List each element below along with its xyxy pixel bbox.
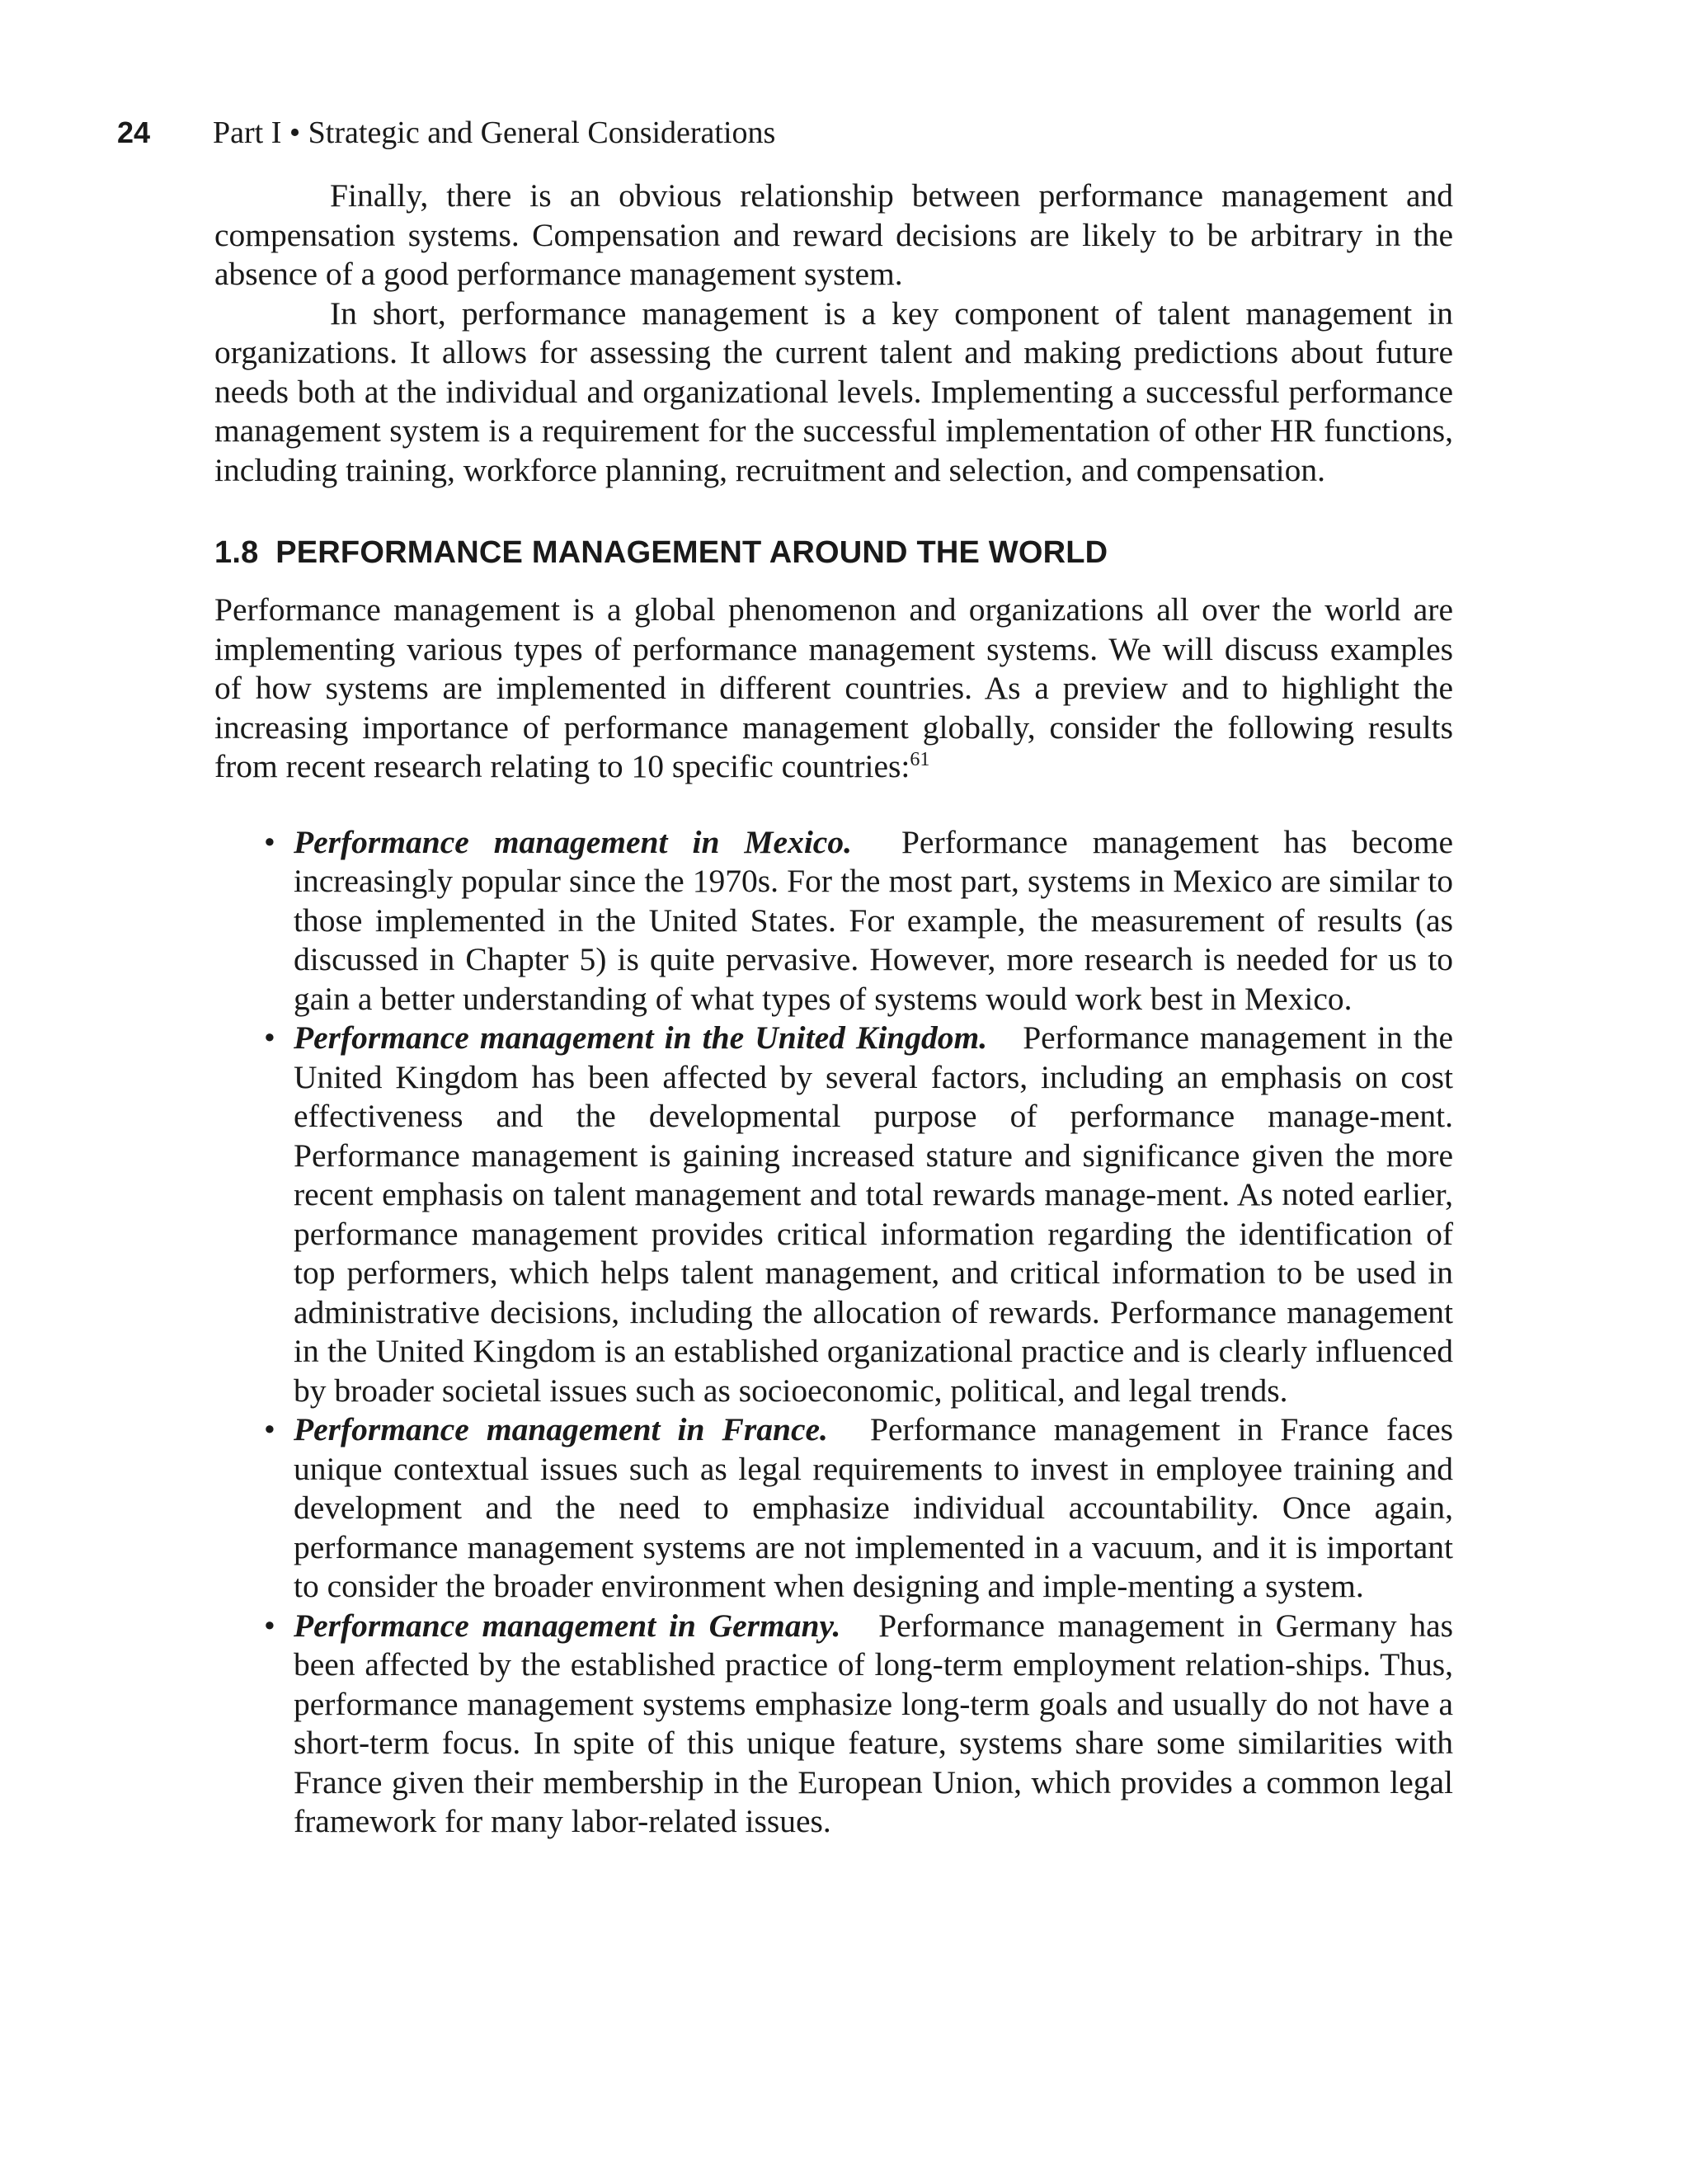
section-number: 1.8 [214,535,259,570]
paragraph-talent-management: In short, performance management is a key component of talent management in organizations. It allows for assessing the current talent and making predictions about future needs both at the individual and organizational levels. Implementing a successful performance management system is a requirement for the successful implementation of other HR functions, including training, workforce planning, recruitment and selection, and compensation. [214,294,1453,488]
bullet-france [214,1410,1453,1607]
page-number: 24 [117,115,151,149]
bullet-united-kingdom [214,1019,1453,1410]
footnote-reference: 61 [910,748,930,770]
bullet-germany [214,1607,1453,1842]
bullet-icon: • [264,1019,275,1056]
bullet-lead: Performance management in Mexico. [294,823,852,860]
section-heading [214,533,1453,572]
running-title: Part I • Strategic and General Considerations [213,115,776,150]
section-title: PERFORMANCE MANAGEMENT AROUND THE WORLD [275,535,1108,570]
paragraph-compensation: Finally, there is an obvious relationship between performance management and compensation systems. Compensation and reward decisions are likely to be arbitrary in the absence of a good performance management system. [214,177,1453,292]
bullet-icon: • [264,1411,275,1447]
bullet-text: Performance management in France faces unique contextual issues such as legal requirements to invest in employee training and development and the need to emphasize individual accountability. Once again, performance management systems are not implemented in a vacuum, and it is important to consider the broader environment when designing and imple-menting a system. [294,1411,1454,1604]
bullet-lead: Performance management in France. [294,1411,828,1447]
bullet-lead: Performance management in the United Kingdom. [294,1019,988,1056]
section-intro-paragraph [214,591,1453,787]
bullet-mexico [214,823,1453,1019]
country-bullet-list [214,823,1453,1842]
bullet-text: Performance management in the United Kingdom has been affected by several factors, including an emphasis on cost effectiveness and the developmental purpose of performance manage-ment. Performance management is gaining increased stature and significance given the more recent emphasis on talent management and total rewards manage-ment. As noted earlier, performance management provides critical information regarding the identification of top performers, which helps talent management, and critical information to be used in administrative decisions, including the allocation of rewards. Performance management in the United Kingdom is an established organizational practice and is clearly influenced by broader societal issues such as socioeconomic, political, and legal trends. [294,1019,1453,1409]
bullet-icon: • [264,1607,275,1644]
bullet-lead: Performance management in Germany. [294,1607,841,1644]
page-body [214,177,1453,1842]
running-head [117,112,1519,153]
bullet-text: Performance management has become increasingly popular since the 1970s. For the most part, systems in Mexico are similar to those implemented in the United States. For example, the measurement of results (as discussed in Chapter 5) is quite pervasive. However, more research is needed for us to gain a better understanding of what types of systems would work best in Mexico. [294,823,1453,1017]
section-intro-text: Performance management is a global phenomenon and organizations all over the world are implementing various types of performance management systems. We will discuss examples of how systems are implemented in different countries. As a preview and to highlight the increasing importance of performance management globally, consider the following results from recent research relating to 10 specific countries: [214,591,1453,784]
bullet-text: Performance management in Germany has been affected by the established practice of long-term employment relation-ships. Thus, performance management systems emphasize long-term goals and usually do not have a short-term focus. In spite of this unique feature, systems share some similarities with France given their membership in the European Union, which provides a common legal framework for many labor-related issues. [294,1607,1454,1839]
bullet-icon: • [264,823,275,860]
